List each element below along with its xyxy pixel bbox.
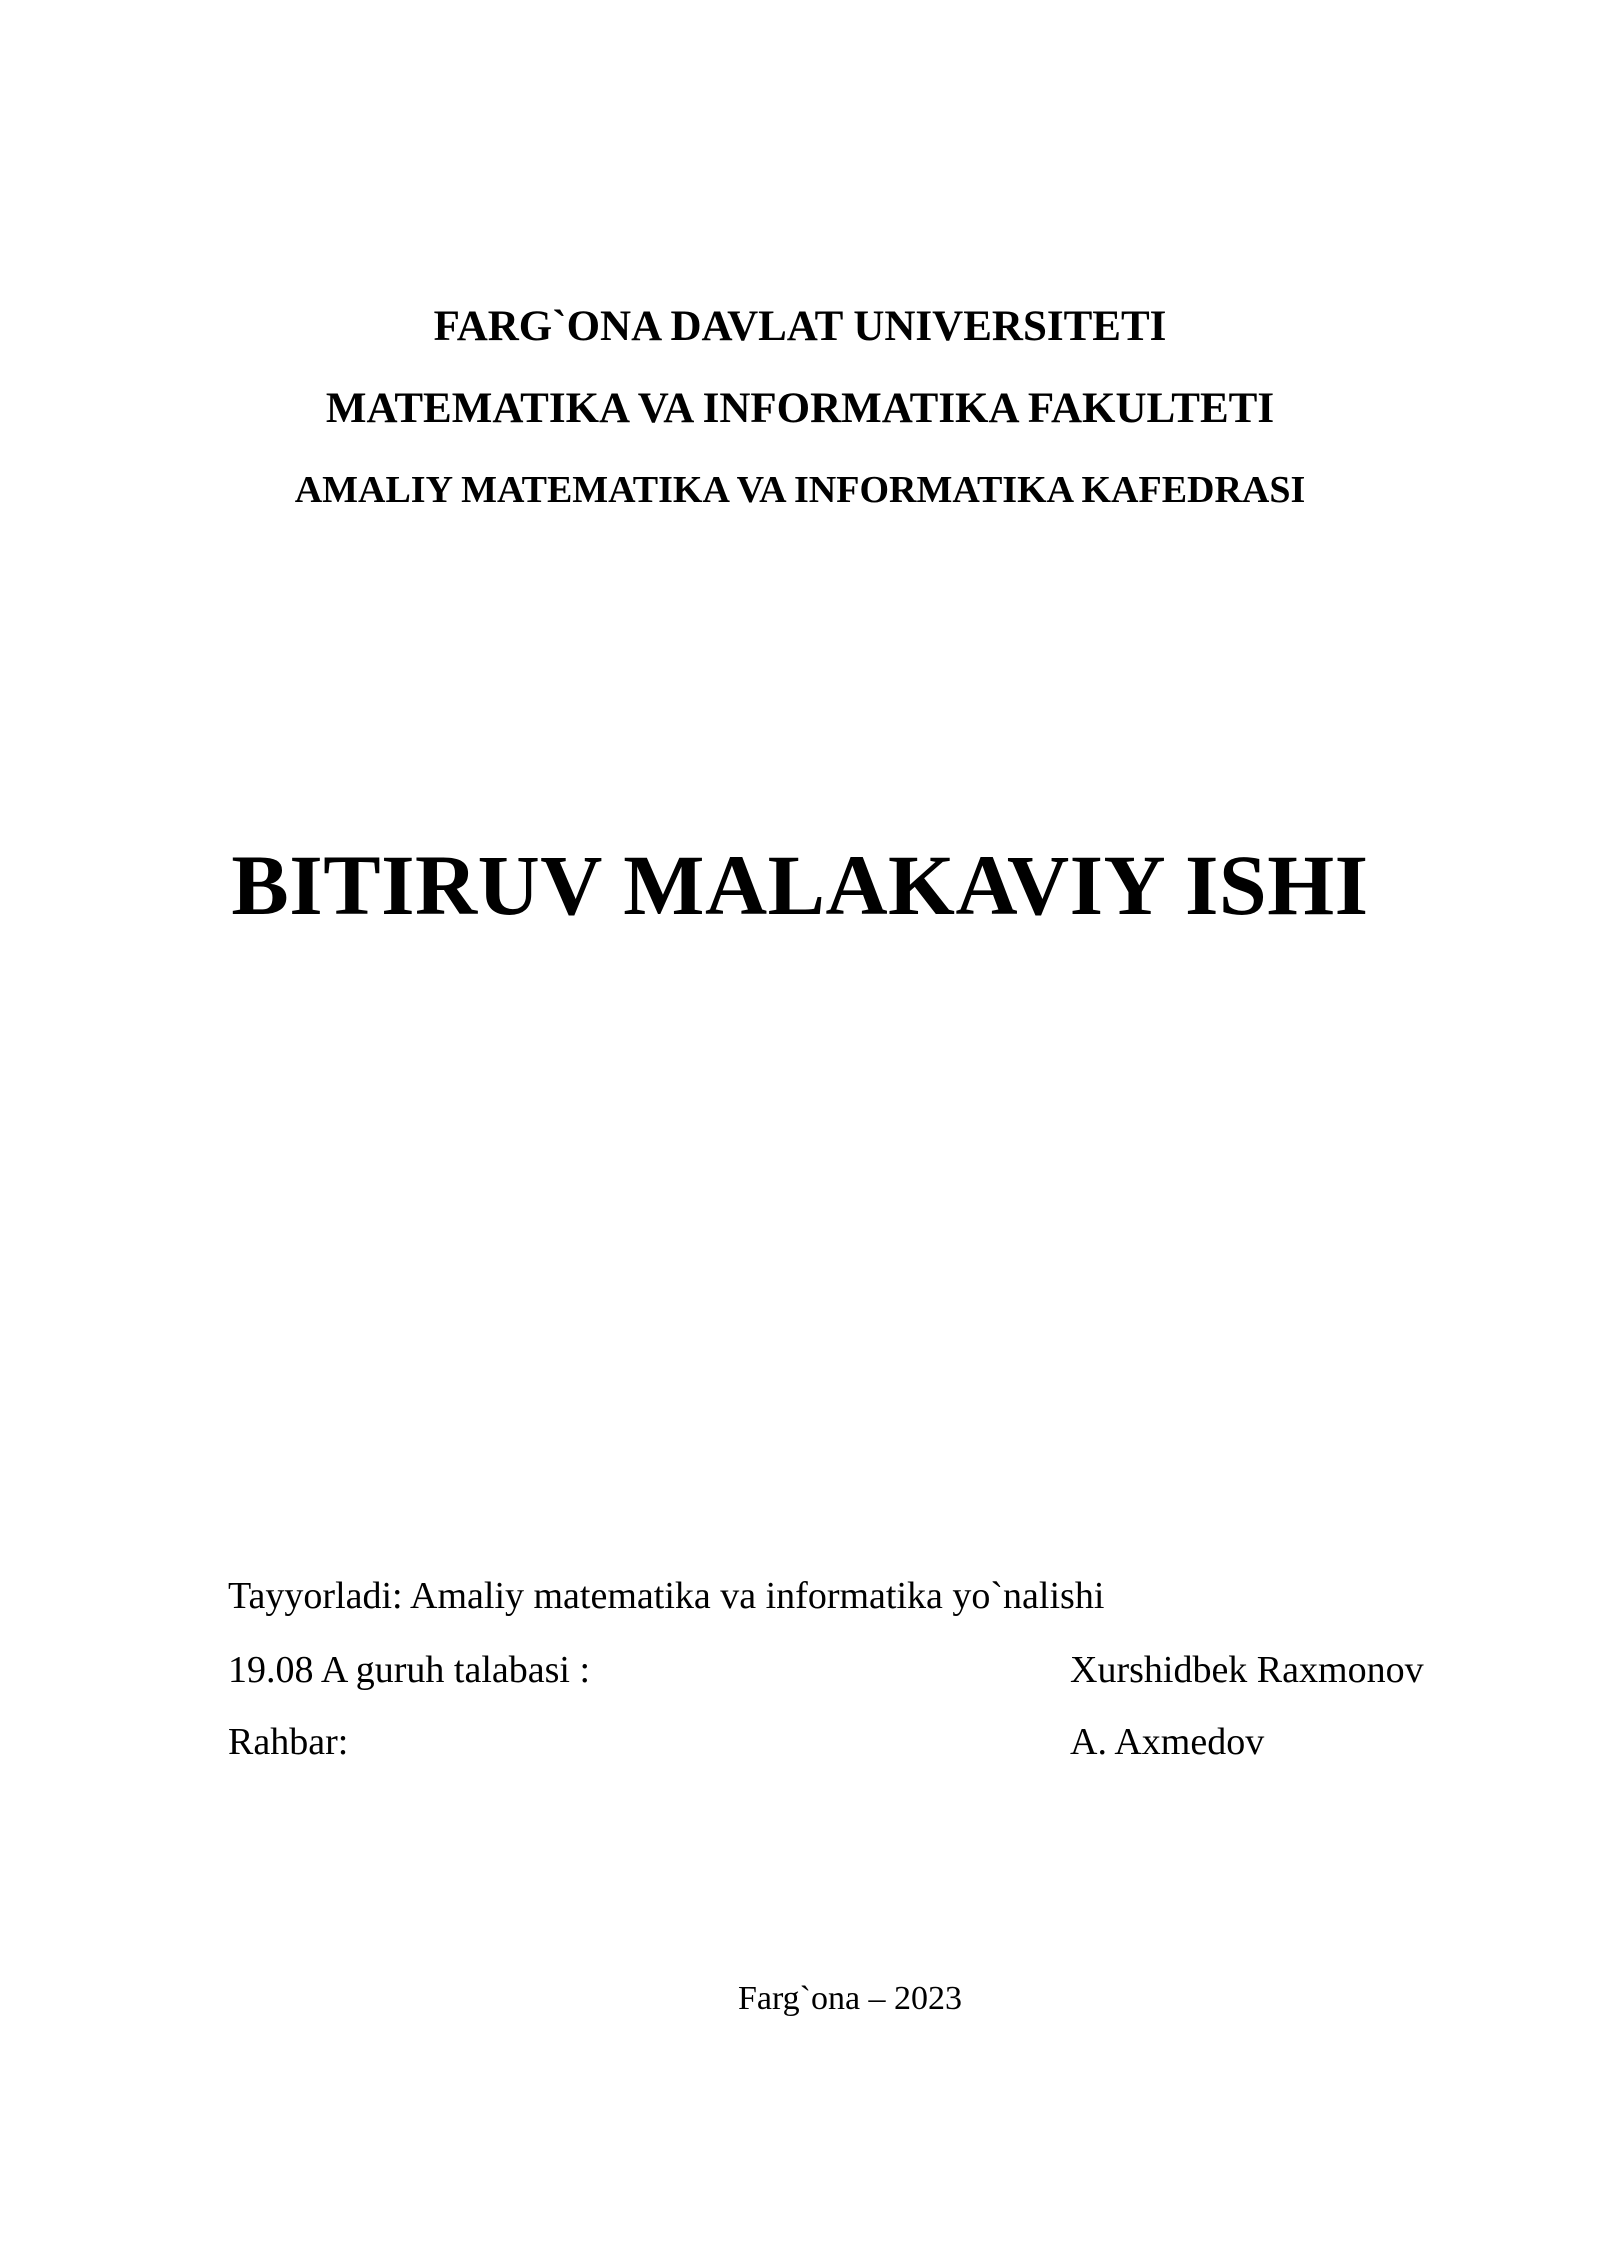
supervisor-label: Rahbar:: [228, 1721, 349, 1763]
document-title: BITIRUV MALAKAVIY ISHI: [231, 837, 1369, 933]
prepared-by-line: Tayyorladi: Amaliy matematika va informatika yo`nalishi: [228, 1575, 1105, 1617]
student-name: Xurshidbek Raxmonov: [1070, 1649, 1424, 1691]
place-year: Farg`ona – 2023: [737, 1980, 963, 2017]
faculty-name: MATEMATIKA VA INFORMATIKA FAKULTETI: [325, 385, 1275, 432]
supervisor-name: A. Axmedov: [1070, 1721, 1265, 1763]
university-name: FARG`ONA DAVLAT UNIVERSITETI: [433, 303, 1167, 350]
department-name: AMALIY MATEMATIKA VA INFORMATIKA KAFEDRASI: [294, 469, 1306, 511]
group-label: 19.08 A guruh talabasi :: [228, 1649, 591, 1691]
